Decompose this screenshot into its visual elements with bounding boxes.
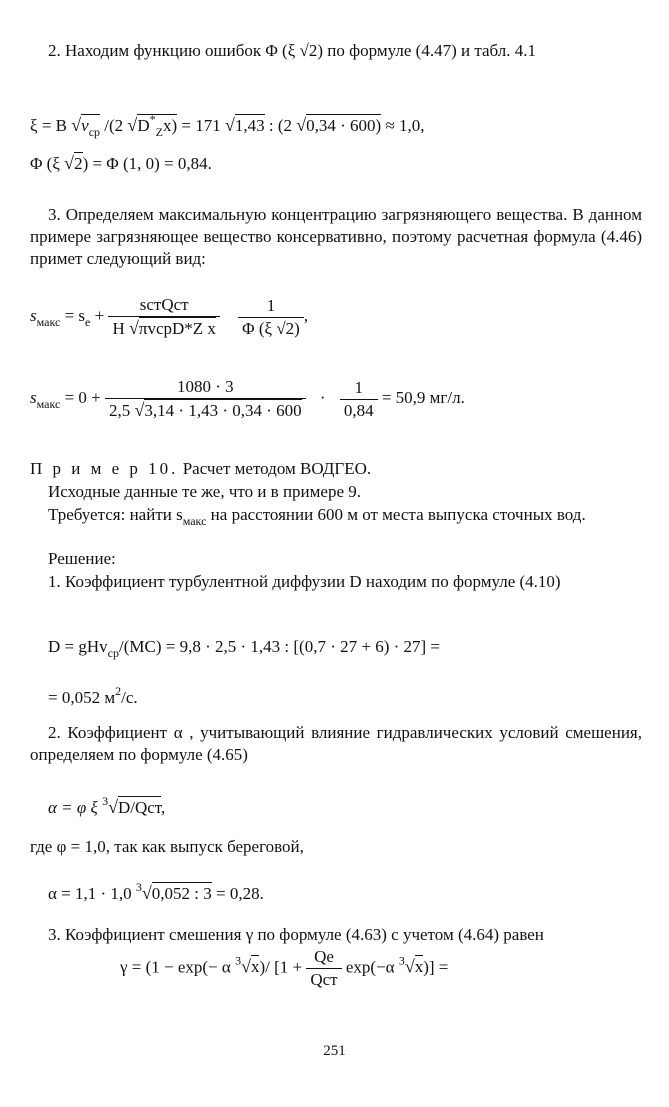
- eq9-mid2: exp(−α: [345, 957, 395, 977]
- eq-mid1: /(2: [104, 116, 124, 135]
- example-heading: [30, 458, 371, 480]
- eq-mid2: = 171: [181, 116, 221, 135]
- eq7-radicand: D/Qст: [117, 798, 161, 817]
- line-required: [30, 504, 642, 532]
- eq9-fraction: [306, 946, 341, 991]
- eq7-tail: ,: [160, 798, 166, 817]
- eq-tail: ≈ 1,0,: [385, 116, 425, 135]
- eq4-s: s: [30, 387, 37, 407]
- eq8-tail: = 0,28.: [216, 884, 264, 903]
- eq4-den-a: 2,5: [109, 401, 131, 420]
- eq4-fraction-1: $\frac{1080 \cdot 3}{2,5 √3,14 \cdot 1,43 \cdot 0,34 \cdot 600}$: [105, 376, 306, 422]
- line-where-phi: где φ = 1,0, так как выпуск береговой,: [30, 837, 304, 856]
- eq3-eq-s: = s: [64, 305, 86, 325]
- required-label: Требуется: найти s: [48, 505, 183, 524]
- eq-radicand-1: 1,43: [234, 116, 265, 135]
- paragraph-step-3: 3. Определяем максимальную концентрацию загрязняющего вещества. В данном примере загрязняющее вещество консервативно, поэтому расчетная формула (4.46) примет следующий вид:: [30, 205, 642, 268]
- eq4-denominator-2: 0,84: [343, 400, 374, 420]
- eq4-s-sub: макс: [36, 396, 61, 411]
- eq-mid3: : (2: [268, 116, 292, 135]
- eq-phi-right: ) = Φ (1, 0) = 0,84.: [82, 154, 212, 173]
- eq6-sup: 2: [115, 684, 122, 698]
- eq-D-star: *: [149, 112, 156, 126]
- eq9-denominator: Qст: [310, 970, 338, 989]
- eq3-s-sub: макс: [36, 314, 61, 329]
- eq3-numerator-2: 1: [238, 295, 304, 318]
- eq-D-sub: Z: [155, 125, 163, 139]
- eq8-lhs: α = 1,1 · 1,0: [48, 884, 132, 903]
- required-sub: макс: [182, 514, 207, 528]
- equation-smax-formula: [30, 294, 308, 340]
- eq3-plus: +: [94, 305, 105, 325]
- eq-v: v: [81, 116, 89, 135]
- equation-D: [48, 636, 440, 664]
- eq9-lhs: γ = (1 − exp(− α: [120, 957, 231, 977]
- eq8-root-index: 3: [135, 880, 142, 894]
- eq3-den-radicand: πvсрD*Z x: [138, 319, 216, 338]
- eq9-root-index: 3: [235, 953, 242, 968]
- equation-D-result: [48, 680, 138, 709]
- eq-x: x): [162, 116, 178, 135]
- equation-alpha: α = φ ξ $^3$√D/Qст,: [48, 794, 166, 817]
- eq4-numerator-2: 1: [340, 377, 378, 400]
- eq-radicand-2: 0,34 · 600): [306, 116, 382, 135]
- eq3-e: e: [85, 314, 91, 329]
- paragraph-step-2: 2. Находим функцию ошибок Φ (ξ √2) по формуле (4.47) и табл. 4.1: [48, 41, 536, 60]
- eq4-den-radicand: 3,14 · 1,43 · 0,34 · 600: [144, 401, 302, 420]
- eq3-fraction-1: $\frac{\text{sстQст}}{\text{H √πvсрD*Z x}}$: [108, 294, 219, 340]
- eq6-value: = 0,052 м: [48, 688, 116, 707]
- equation-smax-value: [30, 376, 465, 422]
- eq6-unit: /с.: [121, 688, 138, 707]
- eq-D: D: [137, 116, 150, 135]
- paragraph-gamma: 3. Коэффициент смешения γ по формуле (4.63) с учетом (4.64) равен: [48, 925, 544, 944]
- eq3-fraction-2: [238, 295, 304, 340]
- eq4-numerator: 1080 · 3: [105, 376, 306, 399]
- eq4-fraction-2: [340, 377, 378, 422]
- eq8-radicand: 0,052 : 3: [151, 884, 212, 903]
- paragraph-diffusion: 1. Коэффициент турбулентной диффузии D находим по формуле (4.10): [48, 572, 561, 591]
- paragraph-alpha: 2. Коэффициент α , учитывающий влияние гидравлических условий смешения, определяем по формуле (4.65): [30, 723, 642, 764]
- eq9-numerator: Qe: [306, 946, 341, 969]
- eq3-comma: ,: [303, 305, 309, 325]
- eq5-sub: ср: [107, 646, 119, 660]
- eq4-dot: ·: [319, 387, 326, 407]
- eq4-eq: = 0 +: [64, 387, 101, 407]
- eq9-radicand-2: x: [414, 957, 424, 977]
- eq-phi-radicand: 2: [74, 154, 83, 173]
- eq3-den-H: H: [112, 319, 125, 338]
- eq-xi-lhs: ξ = B: [30, 116, 68, 135]
- eq-v-sub: ср: [88, 125, 101, 139]
- page-number: 251: [323, 1043, 346, 1059]
- eq9-tail: )] =: [423, 957, 449, 977]
- eq3-s: s: [30, 305, 37, 325]
- example-title: П р и м е р 10.: [30, 459, 179, 478]
- eq7-root-index: 3: [102, 794, 109, 808]
- equation-xi: ξ = B $√v_{ср}$ /(2 $√D^*_Zx) = 171$ √1,43 : (2 √0,34 · 600) ≈ 1,0,: [30, 112, 425, 139]
- eq4-tail: = 50,9 мг/л.: [381, 387, 465, 407]
- eq9-mid: )/ [1 +: [259, 957, 303, 977]
- line-input-data: Исходные данные те же, что и в примере 9.: [48, 482, 361, 501]
- eq-phi-left: Φ (ξ: [30, 154, 60, 173]
- equation-alpha-value: α = 1,1 · 1,0 $^3$√0,052 : 3 = 0,28.: [48, 880, 264, 903]
- required-rest: на расстоянии 600 м от места выпуска сточных вод.: [210, 505, 586, 524]
- eq5-rest: /(MC) = 9,8 · 2,5 · 1,43 : [(0,7 · 27 + 6) · 27] =: [118, 637, 441, 656]
- eq5-lhs: D = gHv: [48, 637, 108, 656]
- eq3-numerator: sстQст: [108, 294, 219, 317]
- eq9-radicand: x: [250, 957, 260, 977]
- eq9-root-index-2: 3: [398, 953, 405, 968]
- eq7-lhs: α = φ ξ: [48, 798, 98, 817]
- equation-phi: Φ (ξ √2) = Φ (1, 0) = 0,84.: [30, 153, 212, 173]
- example-subtitle: Расчет методом ВОДГЕО.: [182, 459, 372, 478]
- equation-gamma: γ = (1 − exp(− α $^3$√x)/ [1 + $\frac{Qe}{\text{Qст}}$ exp(−α $^3$√x)] =: [120, 947, 449, 989]
- eq3-denominator-2: Φ (ξ √2): [242, 318, 300, 338]
- line-solution: Решение:: [48, 549, 116, 568]
